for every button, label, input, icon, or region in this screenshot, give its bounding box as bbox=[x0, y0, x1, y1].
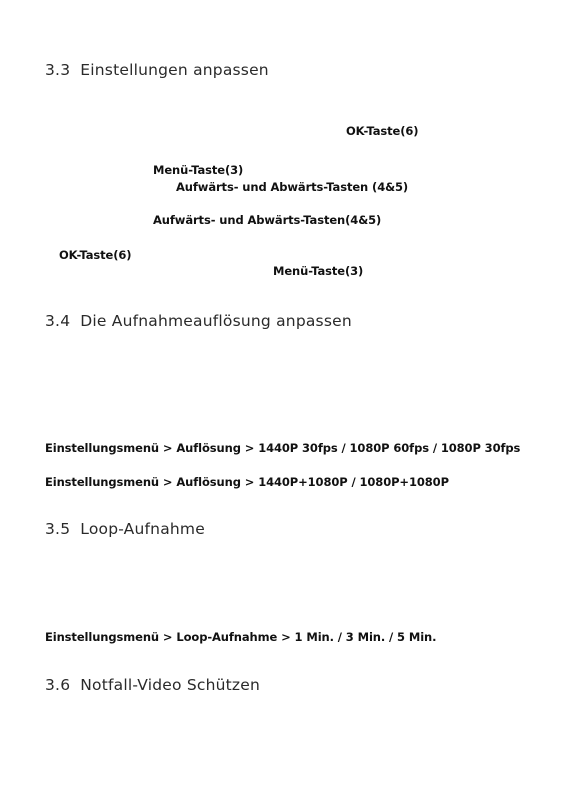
section-title: Die Aufnahmeauflösung anpassen bbox=[80, 312, 352, 330]
updown-keys-label: Aufwärts- und Abwärts-Tasten (4&5) bbox=[176, 180, 409, 194]
section-heading-3-5 bbox=[45, 520, 205, 538]
settings-path: Einstellungsmenü > Loop-Aufnahme > 1 Min. / 3 Min. / 5 Min. bbox=[45, 630, 437, 644]
section-number: 3.4 bbox=[45, 312, 71, 330]
settings-path: Einstellungsmenü > Auflösung > 1440P+1080P / 1080P+1080P bbox=[45, 475, 449, 489]
section-number: 3.6 bbox=[45, 676, 71, 694]
section-number: 3.3 bbox=[45, 61, 71, 79]
menu-key-label: Menü-Taste(3) bbox=[273, 264, 364, 278]
settings-path: Einstellungsmenü > Auflösung > 1440P 30fps / 1080P 60fps / 1080P 30fps bbox=[45, 441, 521, 455]
section-title: Einstellungen anpassen bbox=[80, 61, 269, 79]
section-number: 3.5 bbox=[45, 520, 71, 538]
section-heading-3-3 bbox=[45, 61, 269, 79]
section-heading-3-6 bbox=[45, 676, 260, 694]
section-title: Notfall-Video Schützen bbox=[80, 676, 261, 694]
menu-key-label: Menü-Taste(3) bbox=[153, 163, 244, 177]
section-title: Loop-Aufnahme bbox=[80, 520, 205, 538]
updown-keys-label: Aufwärts- und Abwärts-Tasten(4&5) bbox=[153, 213, 382, 227]
ok-key-label: OK-Taste(6) bbox=[346, 124, 419, 138]
ok-key-label: OK-Taste(6) bbox=[59, 248, 132, 262]
section-heading-3-4 bbox=[45, 312, 352, 330]
